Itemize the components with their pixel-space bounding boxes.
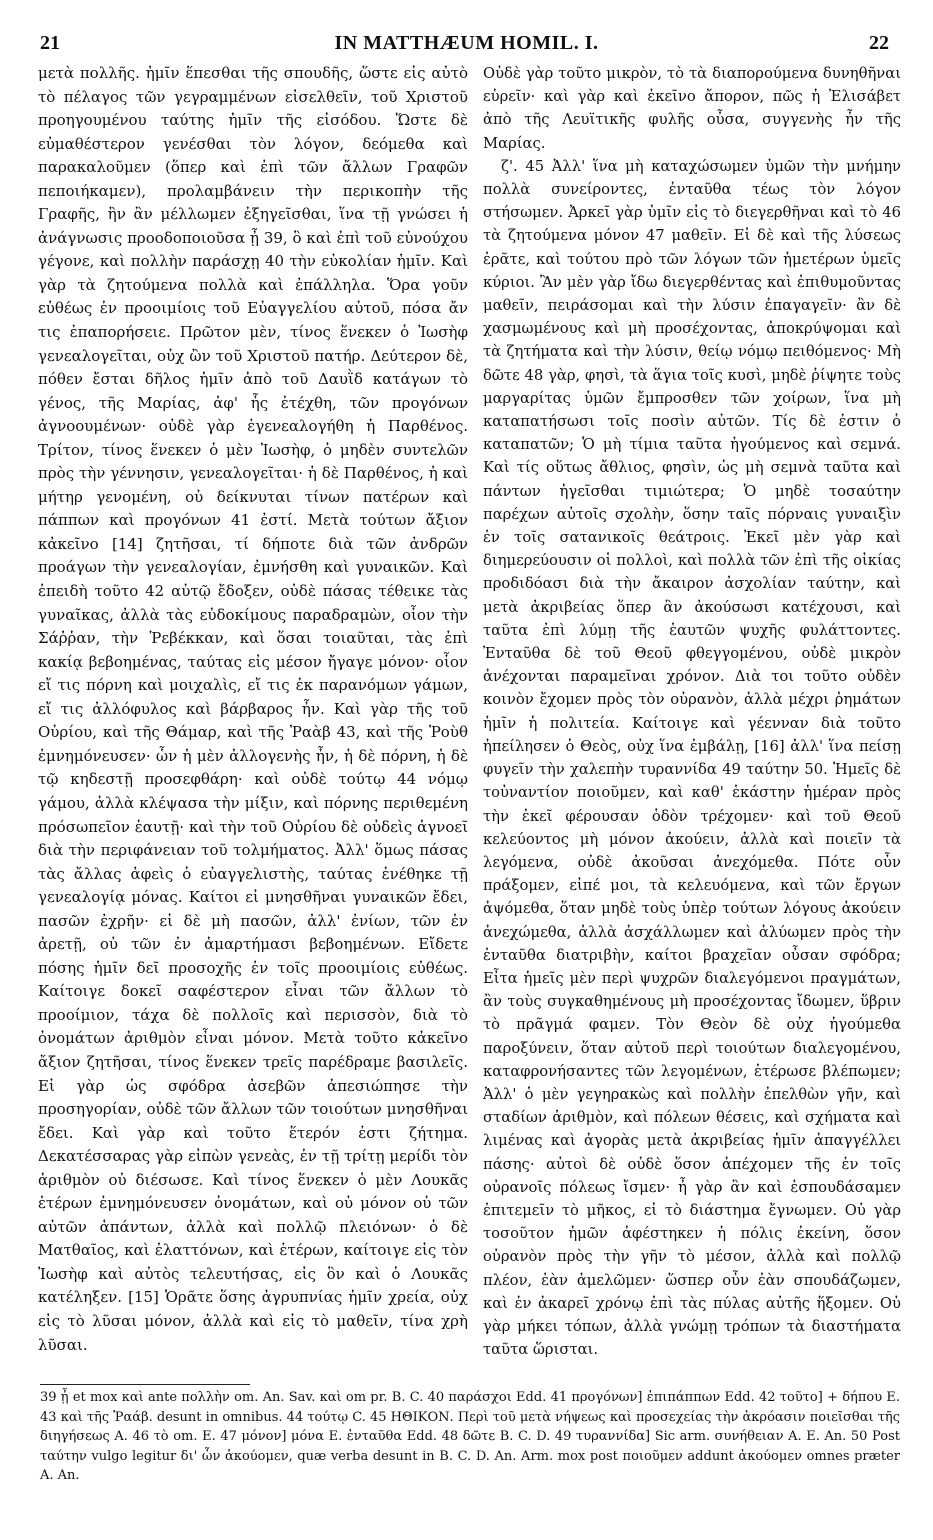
right-column bbox=[483, 62, 901, 1361]
right-column-paragraph-2: ζ'. 45 Ἀλλ' ἵνα μὴ καταχώσωμεν ὑμῶν τὴν μνήμην πολλὰ συνείροντες, ἐνταῦθα τέως τὸν λόγον στήσωμεν. Ἀρκεῖ γὰρ ὑμῖν εἰς τὸ διεγερθῆναι καὶ τὸ 46 τὰ ζητούμενα μόνον 47 μαθεῖν. Εἰ δὲ καὶ τῆς λύσεως ἐρᾶτε, καὶ τούτου πρὸ τῶν λόγων τῶν ἡμετέρων ὑμεῖς κύριοι. Ἂν μὲν γὰρ ἴδω διεγερθέντας καὶ ἐπιθυμοῦντας μαθεῖν, πειράσομαι καὶ τὴν λύσιν ἐπαγαγεῖν· ἂν δὲ χασμωμένους καὶ μὴ προσέχοντας, ἀποκρύψομαι καὶ τὰ ζητήματα καὶ τὴν λύσιν, θείῳ νόμῳ πειθόμενος· Μὴ δῶτε 48 γὰρ, φησὶ, τὰ ἅγια τοῖς κυσὶ, μηδὲ ῥίψητε τοὺς μαργαρίτας ὑμῶν ἔμπροσθεν τῶν χοίρων, ἵνα μὴ καταπατήσωσι τοῖς ποσὶν αὐτῶν. Τίς δὲ ἐστιν ὁ καταπατῶν; Ὁ μὴ τίμια ταῦτα ἡγούμενος καὶ σεμνά. Καὶ τίς οὕτως ἄθλιος, φησὶν, ὡς μὴ σεμνὰ ταῦτα καὶ πάντων ἡγεῖσθαι τιμιώτερα; Ὁ μηδὲ τοσαύτην παρέχων αὐτοῖς σχολὴν, ὅσην ταῖς πόρναις γυναιξὶν ἐν τοῖς σατανικοῖς θεάτροις. Ἐκεῖ μὲν γὰρ καὶ διημερεύουσιν οἱ πολλοὶ, καὶ πολλὰ τῶν ἐπὶ τῆς οἰκίας προδιδόασι διὰ τὴν ἄκαιρον ἀσχολίαν ταύτην, καὶ μετὰ ἀκριβείας ὅπερ ἂν ἀκούσωσι κατέχουσι, καὶ ταῦτα ἐπὶ λύμῃ τῆς ἑαυτῶν ψυχῆς φυλάττοντες. Ἐνταῦθα δὲ τοῦ Θεοῦ φθεγγομένου, οὐδὲ μικρὸν ἀνέχονται παραμεῖναι χρόνον. Διὰ τοι τοῦτο οὐδὲν κοινὸν ἔχομεν πρὸς τὸν οὐρανὸν, ἀλλὰ μέχρι ῥημάτων ἡμῖν ἡ πολιτεία. Καίτοιγε καὶ γέενναν διὰ τοῦτο ἠπείλησεν ὁ Θεὸς, οὐχ ἵνα ἐμβάλῃ, [16] ἀλλ' ἵνα πείσῃ φυγεῖν τὴν χαλεπὴν τυραννίδα 49 ταύτην 50. Ἡμεῖς δὲ τοὐναντίον ποιοῦμεν, καὶ καθ' ἑκάστην ἡμέραν πρὸς τὴν ἐκεῖ φέρουσαν ὁδὸν τρέχομεν· καὶ τοῦ Θεοῦ κελεύοντος μὴ μόνον ἀκούειν, ἀλλὰ καὶ ποιεῖν τὰ λεγόμενα, οὐδὲ ἀκοῦσαι ἀνεχόμεθα. Πότε οὖν πράξομεν, εἰπέ μοι, τὰ κελευόμενα, καὶ τῶν ἔργων ἀψόμεθα, ὅταν μηδὲ τοὺς ὑπὲρ τούτων λόγους ἀκούειν ἀνεχώμεθα, ἀλλὰ ἀσχάλλωμεν καὶ ἀλύωμεν πρὸς τὴν ἐνταῦθα διατριβὴν, καίτοι βραχεῖαν οὖσαν σφόδρα; Εἶτα ἡμεῖς μὲν περὶ ψυχρῶν διαλεγόμενοι πραγμάτων, ἂν τοὺς συγκαθημένους μὴ προσέχοντας ἴδωμεν, ὕβριν τὸ πρᾶγμά φαμεν. Τὸν Θεὸν δὲ οὐχ ἡγούμεθα παροξύνειν, ὅταν αὐτοῦ περὶ τοιούτων διαλεγομένου, καταφρονήσαντες τῶν λεγομένων, ἑτέρωσε βλέπωμεν; Ἀλλ' ὁ μὲν γεγηρακὼς καὶ πολλὴν ἐπελθὼν γῆν, καὶ σταδίων ἀριθμὸν, καὶ πόλεων θέσεις, καὶ σχήματα καὶ λιμένας καὶ ἀγορὰς μετὰ ἀκριβείας ἡμῖν ἀπαγγέλλει πάσης· αὐτοὶ δὲ οὐδὲ ὅσον ἀπέχομεν τῆς ἐν τοῖς οὐρανοῖς πόλεως ἴσμεν· ἦ γὰρ ἂν καὶ ἐσπουδάσαμεν ἐπιτεμεῖν τὸ μῆκος, εἰ τὸ διάστημα ἔγνωμεν. Οὐ γὰρ τοσοῦτον ἡμῶν ἀφέστηκεν ἡ πόλις ἐκείνη, ὅσον οὐρανὸν πρὸς τὴν γῆν τὸ μέσον, ἀλλὰ καὶ πολλῷ πλέον, ἐὰν ἀμελῶμεν· ὥσπερ οὖν ἐὰν σπουδάζωμεν, καὶ ἐν ἀκαρεῖ χρόνῳ ἐπὶ τὰς πύλας αὐτῆς ἥξομεν. Οὐ γὰρ μήκει τόπων, ἀλλὰ γνώμῃ τρόπων τὰ διαστήματα ταῦτα ὥρισται. bbox=[483, 157, 901, 1359]
left-column-paragraph: μετὰ πολλῆς. ἡμῖν ἕπεσθαι τῆς σπουδῆς, ὥστε εἰς αὐτὸ τὸ πέλαγος τῶν γεγραμμένων εἰσελθεῖν, τοῦ Χριστοῦ προηγουμένου ταύτης ἡμῖν τῆς εἰσόδου. Ὥστε δὲ εὐμαθέστερον γενέσθαι τὸν λόγον, δεόμεθα καὶ παρακαλοῦμεν (ὅπερ καὶ ἐπὶ τῶν ἄλλων Γραφῶν πεποιήκαμεν), προλαμβάνειν τὴν περικοπὴν τῆς Γραφῆς, ἣν ἂν μέλλωμεν ἐξηγεῖσθαι, ἵνα τῇ γνώσει ἡ ἀνάγνωσις προοδοποιοῦσα ᾖ 39, ὃ καὶ ἐπὶ τοῦ εὐνούχου γέγονε, καὶ πολλὴν παράσχῃ 40 τὴν εὐκολίαν ἡμῖν. Καὶ γὰρ τὰ ζητούμενα πολλὰ καὶ ἐπάλληλα. Ὅρα γοῦν εὐθέως ἐν προοιμίοις τοῦ Εὐαγγελίου αὐτοῦ, πόσα ἄν τις ἐπαπορήσειε. Πρῶτον μὲν, τίνος ἕνεκεν ὁ Ἰωσὴφ γενεαλογεῖται, οὐχ ὢν τοῦ Χριστοῦ πατήρ. Δεύτερον δὲ, πόθεν ἔσται δῆλος ἡμῖν ἀπὸ τοῦ Δαυῒδ κατάγων τὸ γένος, τῆς Μαρίας, ἀφ' ἧς ἐτέχθη, τῶν προγόνων ἀγνοουμένων· οὐδὲ γὰρ ἐγενεαλογήθη ἡ Παρθένος. Τρίτον, τίνος ἕνεκεν ὁ μὲν Ἰωσὴφ, ὁ μηδὲν συντελῶν πρὸς τὴν γέννησιν, γενεαλογεῖται· ἡ δὲ Παρθένος, ἡ καὶ μήτηρ γενομένη, οὐ δείκνυται τίνων πατέρων καὶ πάππων καὶ προγόνων 41 ἐστί. Μετὰ τούτων ἄξιον κἀκεῖνο [14] ζητῆσαι, τί δήποτε διὰ τῶν ἀνδρῶν προάγων τὴν γενεαλογίαν, ἐμνήσθη καὶ γυναικῶν. Καὶ ἐπειδὴ τοῦτο 42 αὐτῷ ἔδοξεν, οὐδὲ πάσας τέθεικε τὰς γυναῖκας, ἀλλὰ τὰς εὐδοκίμους παραδραμὼν, οἷον τὴν Σάῤῥαν, τὴν Ῥεβέκκαν, καὶ ὅσαι τοιαῦται, τὰς ἐπὶ κακίᾳ βεβοημένας, ταύτας εἰς μέσον ἤγαγε μόνον· οἷον εἴ τις πόρνη καὶ μοιχαλὶς, εἴ τις ἐκ παρανόμων γάμων, εἴ τις ἀλλόφυλος καὶ βάρβαρος ἦν. Καὶ γὰρ τῆς τοῦ Οὐρίου, καὶ τῆς Θάμαρ, καὶ τῆς Ῥαὰβ 43, καὶ τῆς Ῥοὺθ ἐμνημόνευσεν· ὧν ἡ μὲν ἀλλογενὴς ἦν, ἡ δὲ πόρνη, ἡ δὲ τῷ κηδεστῇ προσεφθάρη· καὶ οὐδὲ τούτῳ 44 νόμῳ γάμου, ἀλλὰ κλέψασα τὴν μίξιν, καὶ πόρνης περιθεμένη πρόσωπεῖον ἑαυτῇ· καὶ τὴν τοῦ Οὐρίου δὲ οὐδεὶς ἀγνοεῖ διὰ τὴν περιφάνειαν τοῦ τολμήματος. Ἀλλ' ὅμως πάσας τὰς ἄλλας ἀφεὶς ὁ εὐαγγελιστὴς, ταύτας ἐνέθηκε τῇ γενεαλογίᾳ μόνας. Καίτοι εἰ μνησθῆναι γυναικῶν ἔδει, πασῶν ἐχρῆν· εἰ δὲ μὴ πασῶν, ἀλλ' ἐνίων, τῶν ἐν ἀρετῇ, οὐ τῶν ἐν ἁμαρτήμασι βεβοημένων. Εἴδετε πόσης ἡμῖν δεῖ προσοχῆς ἐν τοῖς προοιμίοις εὐθέως. Καίτοιγε δοκεῖ σαφέστερον εἶναι τῶν ἄλλων τὸ προοίμιον, τάχα δὲ πολλοῖς καὶ περισσὸν, διὰ τὸ ὀνομάτων ἀριθμὸν εἶναι μόνον. Μετὰ τοῦτο κἀκεῖνο ἄξιον ζητῆσαι, τίνος ἕνεκεν τρεῖς παρέδραμε βασιλεῖς. Εἰ γὰρ ὡς σφόδρα ἀσεβῶν ἀπεσιώπησε τὴν προσηγορίαν, οὐδὲ τῶν ἄλλων τῶν τοιούτων μνησθῆναι ἔδει. Καὶ γὰρ καὶ τοῦτο ἕτερόν ἐστι ζήτημα. Δεκατέσσαρας γὰρ εἰπὼν γενεὰς, ἐν τῇ τρίτῃ μερίδι τὸν ἀριθμὸν οὐ διέσωσε. Καὶ τίνος ἕνεκεν ὁ μὲν Λουκᾶς ἑτέρων ἐμνημόνευσεν ὀνομάτων, καὶ οὐ μόνον οὐ τῶν αὐτῶν ἁπάντων, ἀλλὰ καὶ πολλῷ πλειόνων· ὁ δὲ Ματθαῖος, καὶ ἐλαττόνων, καὶ ἑτέρων, καίτοιγε εἰς τὸν Ἰωσὴφ καὶ αὐτὸς τελευτήσας, εἰς ὃν καὶ ὁ Λουκᾶς κατέληξεν. [15] Ὁρᾶτε ὅσης ἀγρυπνίας ἡμῖν χρεία, οὐχ εἰς τὸ λῦσαι μόνον, ἀλλὰ καὶ εἰς τὸ μαθεῖν, τίνα χρὴ λῦσαι. bbox=[38, 64, 468, 1354]
left-column bbox=[38, 62, 468, 1357]
right-column-paragraph-1: Οὐδὲ γὰρ τοῦτο μικρὸν, τὸ τὰ διαπορούμενα δυνηθῆναι εὑρεῖν· καὶ γὰρ καὶ ἐκεῖνο ἄπορον, πῶς ἡ Ἐλισάβετ ἀπὸ τῆς Λευϊτικῆς φυλῆς οὖσα, συγγενὴς ἦν τῆς Μαρίας. bbox=[483, 65, 901, 152]
page-number-right: 22 bbox=[869, 32, 889, 54]
running-title: IN MATTHÆUM HOMIL. I. bbox=[334, 32, 599, 54]
page-number-left: 21 bbox=[40, 32, 60, 54]
footnotes: 39 ᾖ et mox καὶ ante πολλὴν om. An. Sav. καὶ om pr. B. C. 40 παράσχοι Edd. 41 προγόνων] ἐπιπάππων Edd. 42 τοῦτο] + δήπου E. 43 καὶ τῆς Ῥαάβ. desunt in omnibus. 44 τούτῳ C. 45 ΗΘΙΚΟΝ. Περὶ τοῦ μετὰ νήψεως καὶ προσεχείας τὴν ἀκρόασιν ποιεῖσθαι τῆς διηγήσεως A. 46 τὸ om. E. 47 μόνον] μόνα E. ἐνταῦθα Edd. 48 δῶτε B. C. D. 49 τυραννίδα] Sic arm. συνήθειαν A. E. An. 50 Post ταύτην vulgo legitur δι' ὧν ἀκούομεν, quæ verba desunt in B. C. D. An. Arm. mox post ποιοῦμεν addunt ἀκούομεν omnes præter A. An. bbox=[40, 1390, 900, 1483]
running-header bbox=[30, 32, 903, 58]
footnote-rule bbox=[40, 1384, 250, 1385]
